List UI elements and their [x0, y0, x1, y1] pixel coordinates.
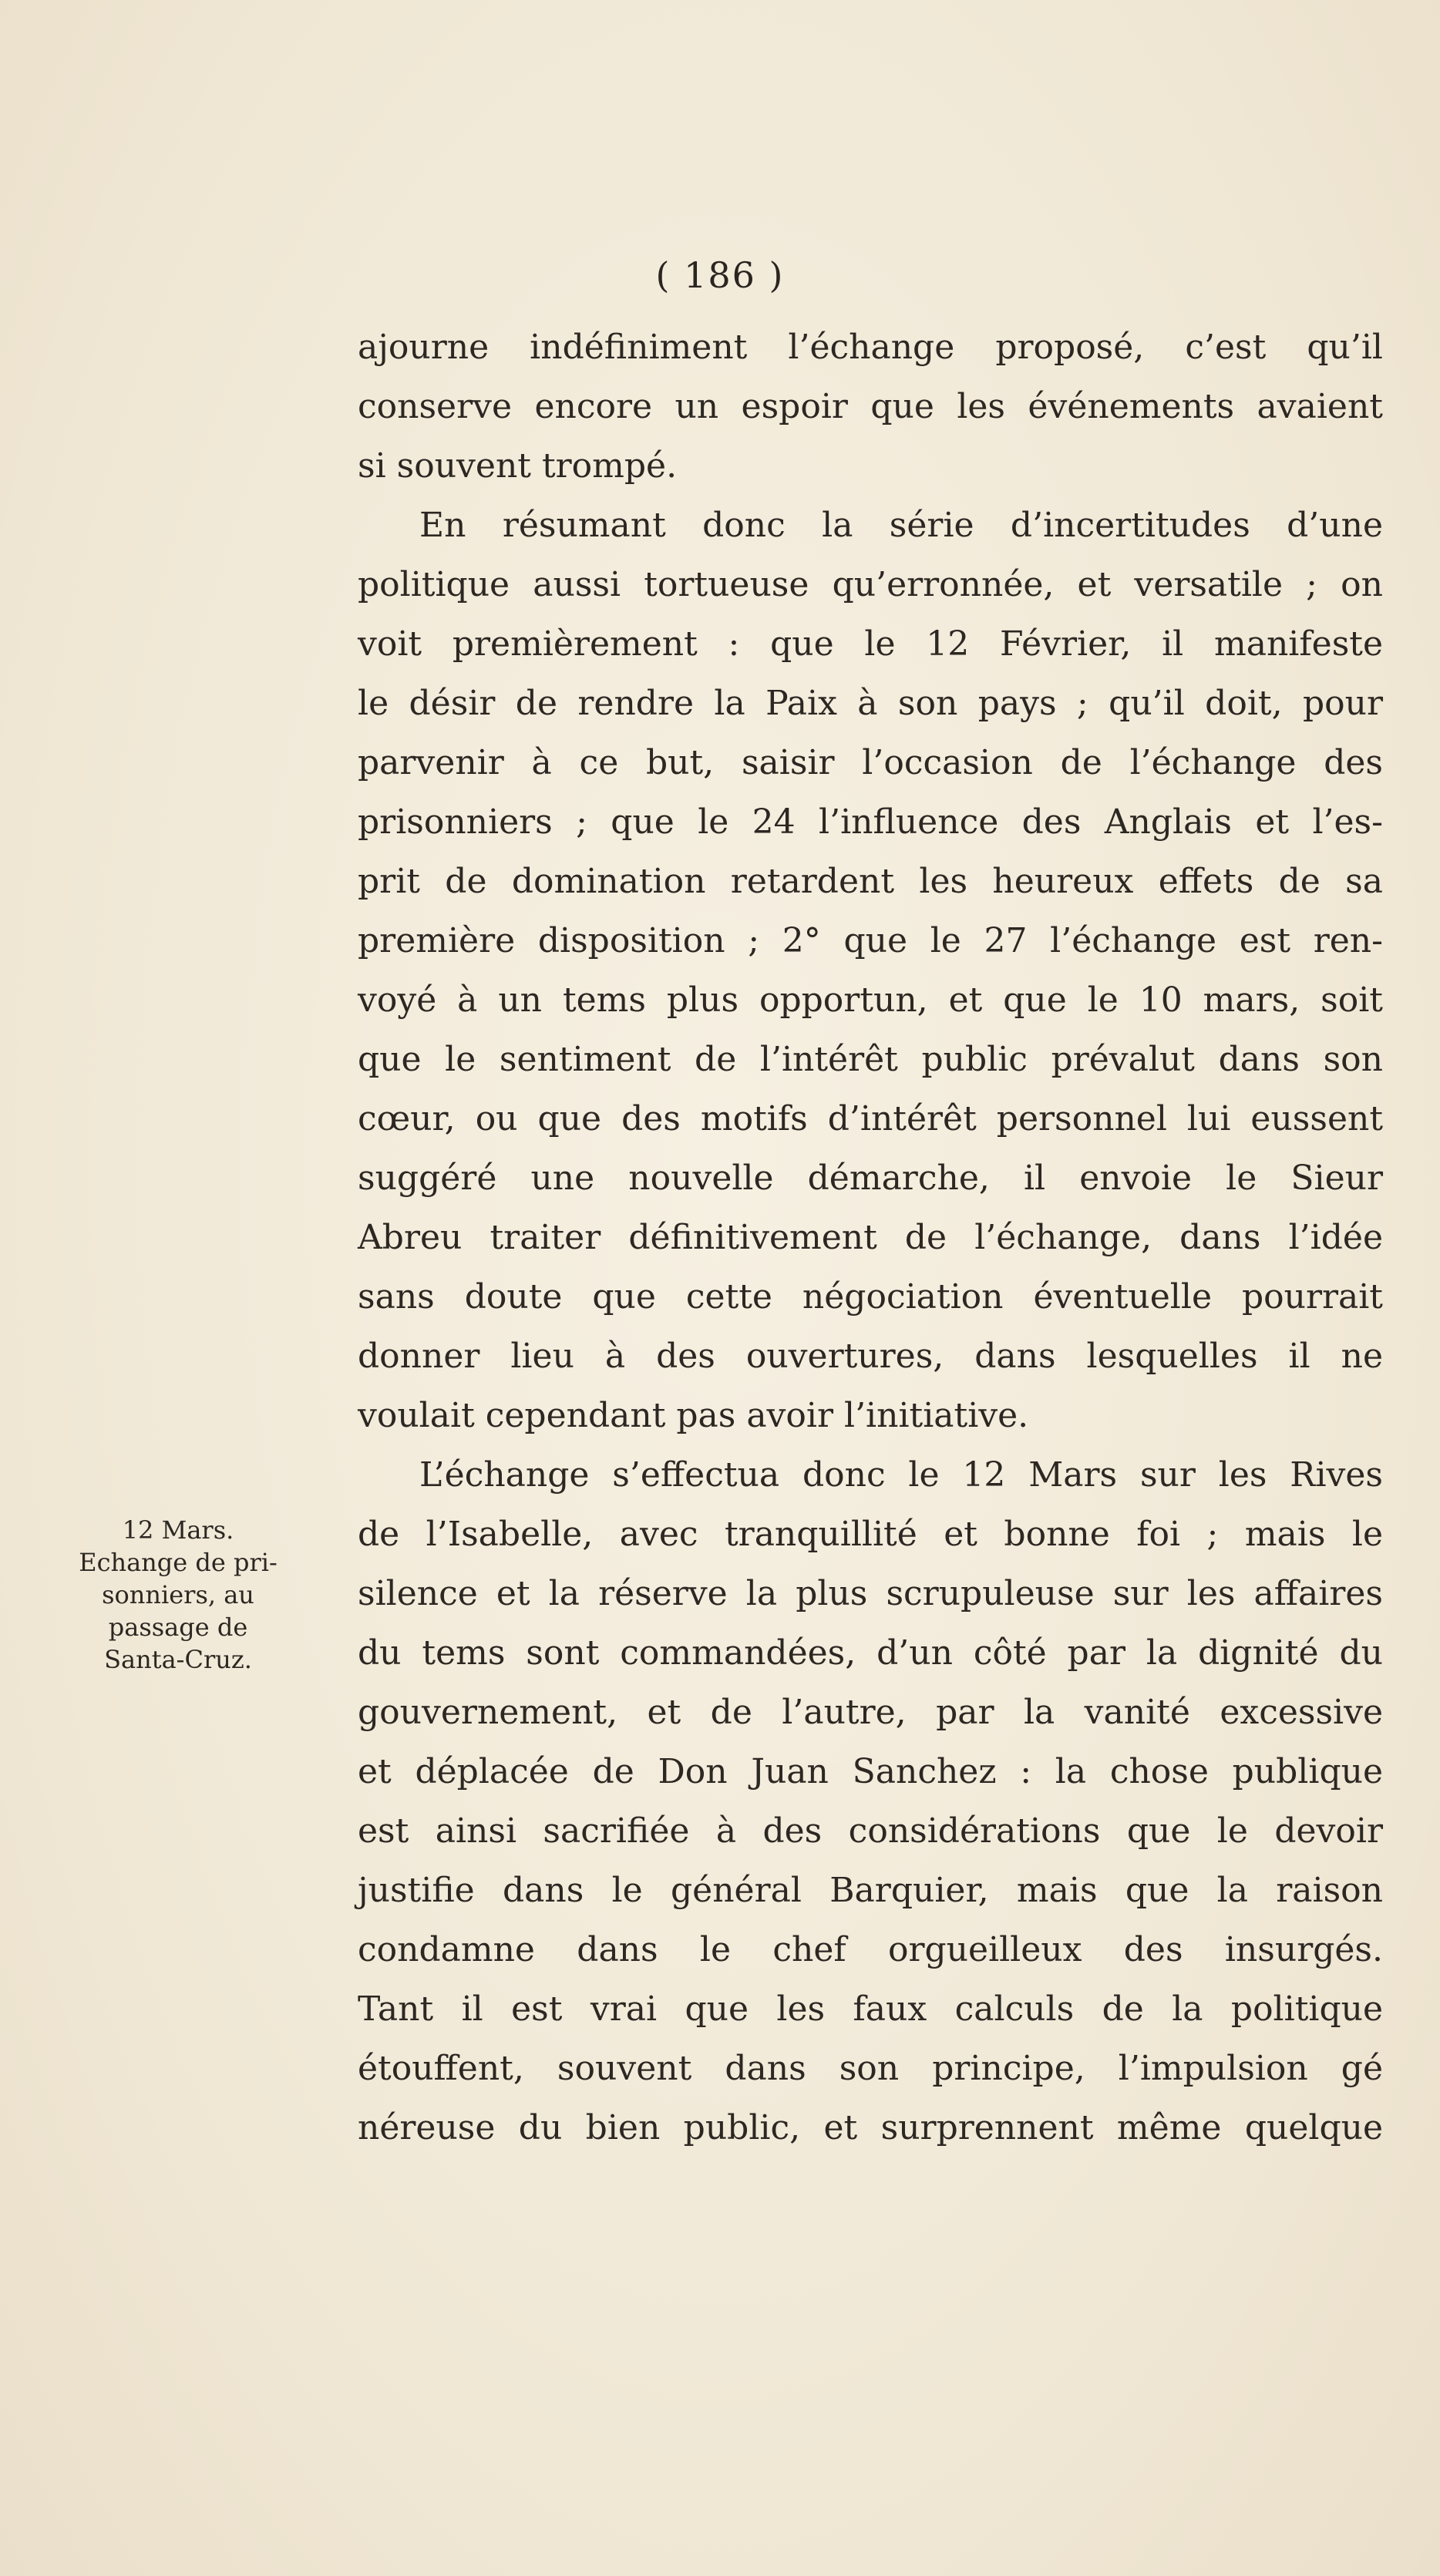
text-line: conserve encore un espoir que les événements avaient [358, 387, 1383, 426]
margin-note-line: passage de [108, 1613, 248, 1642]
margin-note-line: sonniers, au [102, 1580, 254, 1609]
text-line: parvenir à ce but, saisir l’occasion de l’échange des [358, 743, 1383, 782]
margin-note-line: Echange de pri- [79, 1548, 278, 1577]
text-line: prisonniers ; que le 24 l’influence des Anglais et l’es- [358, 802, 1383, 842]
text-line: de l’Isabelle, avec tranquillité et bonne foi ; mais le [358, 1515, 1383, 1554]
text-line: silence et la réserve la plus scrupuleuse sur les affaires [358, 1574, 1383, 1613]
page-number: ( 186 ) [655, 254, 785, 296]
text-line: suggéré une nouvelle démarche, il envoie le Sieur [358, 1159, 1383, 1198]
text-line: et déplacée de Don Juan Sanchez : la chose publique [358, 1752, 1383, 1791]
text-line: voulait cependant pas avoir l’initiative. [358, 1396, 1029, 1435]
text-line: Abreu traiter définitivement de l’échange, dans l’idée [358, 1218, 1383, 1257]
text-line: ajourne indéfiniment l’échange proposé, c’est qu’il [358, 328, 1383, 367]
text-line: politique aussi tortueuse qu’erronnée, et versatile ; on [358, 565, 1383, 604]
text-line: cœur, ou que des motifs d’intérêt personnel lui eussent [358, 1099, 1383, 1138]
text-line: du tems sont commandées, d’un côté par la dignité du [358, 1633, 1383, 1673]
text-line: voyé à un tems plus opportun, et que le 10 mars, soit [358, 980, 1383, 1020]
text-line: Tant il est vrai que les faux calculs de la politique [358, 1989, 1383, 2029]
text-line: étouffent, souvent dans son principe, l’impulsion gé [358, 2049, 1383, 2088]
margin-note-line: Santa-Cruz. [104, 1645, 252, 1674]
text-line: sans doute que cette négociation éventuelle pourrait [358, 1277, 1383, 1317]
text-line: donner lieu à des ouvertures, dans lesquelles il ne [358, 1337, 1383, 1376]
text-line: néreuse du bien public, et surprennent même quelque [358, 2108, 1383, 2147]
margin-note [51, 1514, 305, 1676]
text-line: L’échange s’effectua donc le 12 Mars sur les Rives [419, 1455, 1383, 1495]
text-line: première disposition ; 2° que le 27 l’échange est ren- [358, 921, 1383, 960]
margin-note-line: 12 Mars. [122, 1515, 234, 1545]
text-line: justifie dans le général Barquier, mais que la raison [358, 1871, 1383, 1910]
text-line: voit premièrement : que le 12 Février, il manifeste [358, 624, 1383, 664]
text-line: En résumant donc la série d’incertitudes d’une [419, 506, 1383, 545]
text-line: le désir de rendre la Paix à son pays ; qu’il doit, pour [358, 684, 1383, 723]
text-line: si souvent trompé. [358, 446, 678, 486]
text-line: prit de domination retardent les heureux effets de sa [358, 862, 1383, 901]
body-text [358, 318, 1383, 2157]
text-line: condamne dans le chef orgueilleux des insurgés. [358, 1930, 1383, 1969]
text-line: que le sentiment de l’intérêt public prévalut dans son [358, 1040, 1383, 1079]
text-line: gouvernement, et de l’autre, par la vanité excessive [358, 1693, 1383, 1732]
text-line: est ainsi sacrifiée à des considérations que le devoir [358, 1811, 1383, 1851]
